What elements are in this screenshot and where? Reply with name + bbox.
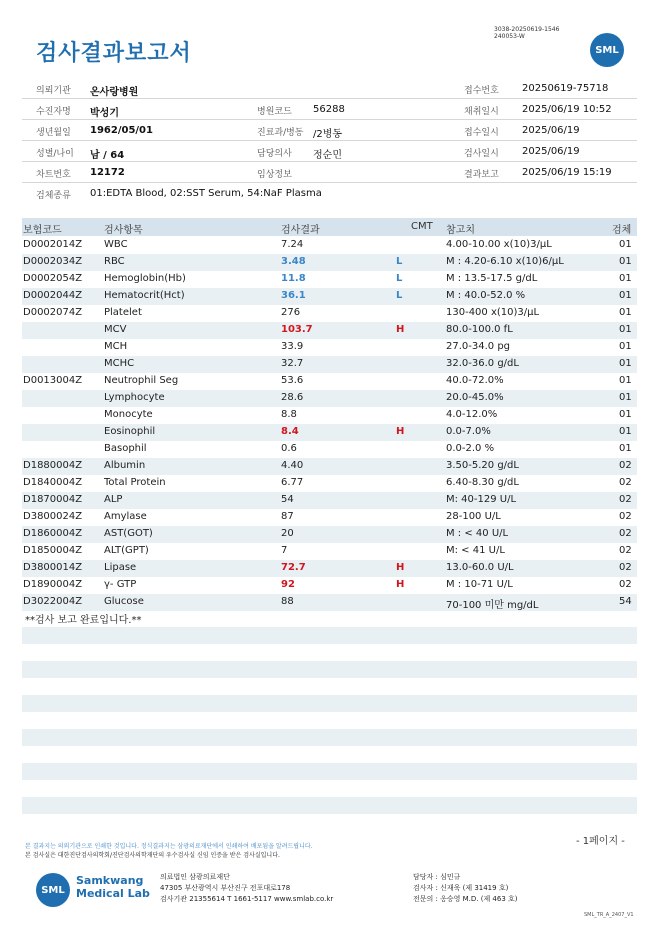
- cell-flag: H: [396, 324, 405, 335]
- cell-ref: M : 4.20-6.10 x(10)6/μL: [446, 256, 564, 267]
- cell-result: 20: [281, 528, 294, 539]
- cell-spec: 01: [619, 443, 632, 454]
- cell-name: Hemoglobin(Hb): [104, 273, 186, 284]
- cell-name: WBC: [104, 239, 128, 250]
- cell-spec: 02: [619, 579, 632, 590]
- cell-name: Hematocrit(Hct): [104, 290, 185, 301]
- cell-result: 72.7: [281, 562, 306, 573]
- table-row: [22, 356, 637, 373]
- cell-ref: M : 13.5-17.5 g/dL: [446, 273, 538, 284]
- cell-spec: 01: [619, 375, 632, 386]
- cell-result: 54: [281, 494, 294, 505]
- page-number: - 1페이지 -: [576, 836, 625, 847]
- sex-age: 남 / 64: [90, 150, 125, 161]
- cell-name: Neutrophil Seg: [104, 375, 179, 386]
- cell-ref: 4.00-10.00 x(10)3/μL: [446, 239, 552, 250]
- cell-flag: H: [396, 579, 405, 590]
- cell-ref: M: < 41 U/L: [446, 545, 505, 556]
- cell-result: 92: [281, 579, 295, 590]
- cell-spec: 01: [619, 324, 632, 335]
- cell-ref: 20.0-45.0%: [446, 392, 504, 403]
- report-complete-message: **검사 보고 완료입니다.**: [25, 615, 142, 626]
- cell-flag: L: [396, 256, 403, 267]
- cell-code: D1880004Z: [23, 460, 83, 471]
- cell-result: 7.24: [281, 239, 304, 250]
- table-row: [22, 237, 637, 254]
- form-code: SML_TR_A_2407_V1: [584, 912, 634, 918]
- table-row: [22, 577, 637, 594]
- cell-flag: H: [396, 562, 405, 573]
- cell-spec: 02: [619, 528, 632, 539]
- report-datetime: 2025/06/19 15:19: [522, 167, 612, 178]
- cell-spec: 01: [619, 273, 632, 284]
- table-row: [22, 509, 637, 526]
- hospital-code: 56288: [313, 104, 345, 115]
- cell-spec: 54: [619, 596, 632, 607]
- table-row: [22, 543, 637, 560]
- cell-result: 8.8: [281, 409, 297, 420]
- cell-name: Albumin: [104, 460, 146, 471]
- receipt-number: 20250619-75718: [522, 83, 609, 94]
- hospital-name: 온사랑병원: [90, 87, 139, 98]
- blank-row: [22, 661, 637, 678]
- table-row: [22, 458, 637, 475]
- table-row: [22, 407, 637, 424]
- cell-spec: 02: [619, 562, 632, 573]
- info-row-dob: 생년월일 1962/05/01 진료과/병동 /2병동 접수일시 2025/06/19: [22, 120, 637, 141]
- cell-spec: 01: [619, 290, 632, 301]
- table-row: [22, 560, 637, 577]
- cell-ref: 80.0-100.0 fL: [446, 324, 513, 335]
- staff-signatures: 담당자 : 심민규 검사자 : 신재욱 (제 31419 호) 전문의 : 옹승영 M.D. (제 463 호): [413, 873, 518, 903]
- cell-name: γ- GTP: [104, 579, 137, 590]
- table-row: [22, 305, 637, 322]
- cell-name: ALT(GPT): [104, 545, 149, 556]
- cell-spec: 02: [619, 511, 632, 522]
- cell-name: MCHC: [104, 358, 135, 369]
- table-row: [22, 492, 637, 509]
- table-row: [22, 390, 637, 407]
- test-date: 2025/06/19: [522, 146, 580, 157]
- cell-name: Basophil: [104, 443, 147, 454]
- cell-code: D0002074Z: [23, 307, 83, 318]
- table-row: [22, 254, 637, 271]
- cell-ref: 6.40-8.30 g/dL: [446, 477, 519, 488]
- cell-code: D1890004Z: [23, 579, 83, 590]
- cell-ref: M : 10-71 U/L: [446, 579, 513, 590]
- cell-ref: 28-100 U/L: [446, 511, 501, 522]
- table-row: [22, 271, 637, 288]
- cell-spec: 01: [619, 256, 632, 267]
- cell-name: AST(GOT): [104, 528, 153, 539]
- table-row: [22, 441, 637, 458]
- cell-flag: L: [396, 290, 403, 301]
- cell-result: 11.8: [281, 273, 306, 284]
- info-row-sex: 성별/나이 남 / 64 담당의사 정순민 검사일시 2025/06/19: [22, 141, 637, 162]
- cell-ref: 130-400 x(10)3/μL: [446, 307, 540, 318]
- blank-row: [22, 763, 637, 780]
- report-title: 검사결과보고서: [36, 41, 192, 66]
- date-of-birth: 1962/05/01: [90, 125, 153, 136]
- cell-spec: 02: [619, 545, 632, 556]
- blank-row: [22, 627, 637, 644]
- cell-spec: 01: [619, 426, 632, 437]
- cell-ref: 70-100 미만 mg/dL: [446, 600, 539, 611]
- cell-name: MCH: [104, 341, 128, 352]
- cell-code: D0013004Z: [23, 375, 83, 386]
- cell-name: Total Protein: [104, 477, 166, 488]
- cell-spec: 02: [619, 460, 632, 471]
- cell-ref: 4.0-12.0%: [446, 409, 498, 420]
- cell-ref: 40.0-72.0%: [446, 375, 504, 386]
- table-row: [22, 424, 637, 441]
- footer-accreditation-note: 본 검사실은 대한진단검사의학회/진단검사의학재단의 우수검사실 신임 인증을 받은 검사실입니다.: [25, 852, 280, 859]
- cell-result: 6.77: [281, 477, 304, 488]
- cell-name: Amylase: [104, 511, 147, 522]
- table-row: [22, 339, 637, 356]
- sml-footer-logo-icon: SML: [36, 873, 70, 907]
- info-row-chart: 차트번호 12172 임상정보 결과보고 2025/06/19 15:19: [22, 162, 637, 183]
- cell-ref: 0.0-2.0 %: [446, 443, 495, 454]
- cell-result: 87: [281, 511, 294, 522]
- cell-result: 7: [281, 545, 288, 556]
- cell-name: Eosinophil: [104, 426, 156, 437]
- cell-spec: 02: [619, 477, 632, 488]
- blank-row: [22, 695, 637, 712]
- cell-spec: 01: [619, 358, 632, 369]
- cell-result: 33.9: [281, 341, 304, 352]
- cell-ref: 13.0-60.0 U/L: [446, 562, 514, 573]
- cell-code: D0002054Z: [23, 273, 83, 284]
- patient-name: 박성기: [90, 108, 119, 119]
- cell-name: MCV: [104, 324, 127, 335]
- receipt-date: 2025/06/19: [522, 125, 580, 136]
- table-row: [22, 594, 637, 611]
- cell-code: D0002014Z: [23, 239, 83, 250]
- cell-code: D1870004Z: [23, 494, 83, 505]
- doctor-name: 정순민: [313, 150, 342, 161]
- cell-result: 4.40: [281, 460, 304, 471]
- cell-name: Platelet: [104, 307, 142, 318]
- company-name: Samkwang Medical Lab: [76, 874, 150, 900]
- table-row: [22, 288, 637, 305]
- cell-spec: 01: [619, 239, 632, 250]
- cell-ref: 0.0-7.0%: [446, 426, 491, 437]
- cell-code: D1850004Z: [23, 545, 83, 556]
- cell-result: 32.7: [281, 358, 304, 369]
- info-row-patient: 수진자명 박성기 병원코드 56288 채취일시 2025/06/19 10:52: [22, 99, 637, 120]
- cell-ref: 27.0-34.0 pg: [446, 341, 511, 352]
- cell-name: Lipase: [104, 562, 137, 573]
- cell-spec: 02: [619, 494, 632, 505]
- cell-name: Monocyte: [104, 409, 153, 420]
- cell-ref: M: 40-129 U/L: [446, 494, 517, 505]
- cell-spec: 01: [619, 392, 632, 403]
- cell-code: D3800024Z: [23, 511, 83, 522]
- company-address: 의료법인 삼광의료재단 47305 부산광역시 부산진구 전포대로178 검사기관 21355614 T 1661-5117 www.smlab.co.kr: [160, 873, 334, 903]
- cell-spec: 01: [619, 409, 632, 420]
- cell-code: D0002034Z: [23, 256, 83, 267]
- cell-spec: 01: [619, 341, 632, 352]
- cell-ref: M : 40.0-52.0 %: [446, 290, 526, 301]
- cell-result: 88: [281, 596, 294, 607]
- results-table-header: 보험코드 검사항목 검사결과 CMT 참고치 검체: [22, 218, 637, 236]
- cell-code: D0002044Z: [23, 290, 83, 301]
- blank-row: [22, 797, 637, 814]
- cell-ref: M : < 40 U/L: [446, 528, 509, 539]
- cell-code: D1860004Z: [23, 528, 83, 539]
- cell-name: ALP: [104, 494, 123, 505]
- info-row-hospital: 의뢰기관 온사랑병원 접수번호 20250619-75718: [22, 78, 637, 99]
- cell-flag: H: [396, 426, 405, 437]
- collect-datetime: 2025/06/19 10:52: [522, 104, 612, 115]
- table-row: [22, 475, 637, 492]
- cell-ref: 32.0-36.0 g/dL: [446, 358, 519, 369]
- cell-code: D3022004Z: [23, 596, 83, 607]
- sml-logo-icon: SML: [590, 33, 624, 67]
- cell-ref: 3.50-5.20 g/dL: [446, 460, 519, 471]
- specimen-types: 01:EDTA Blood, 02:SST Serum, 54:NaF Plasma: [90, 188, 322, 199]
- cell-result: 0.6: [281, 443, 297, 454]
- cell-result: 3.48: [281, 256, 306, 267]
- table-row: [22, 373, 637, 390]
- cell-result: 103.7: [281, 324, 313, 335]
- info-row-specimen: 검체종류 01:EDTA Blood, 02:SST Serum, 54:NaF Plasma: [36, 188, 322, 201]
- cell-result: 28.6: [281, 392, 304, 403]
- table-row: [22, 526, 637, 543]
- cell-result: 36.1: [281, 290, 306, 301]
- cell-code: D1840004Z: [23, 477, 83, 488]
- footer-note: 본 결과지는 의뢰기관으로 인쇄한 것입니다. 정식결과지는 삼광의료재단에서 인쇄하여 배포됨을 알려드립니다.: [25, 843, 313, 850]
- document-id: 3038-20250619-1546 240053-W: [494, 26, 560, 40]
- cell-result: 8.4: [281, 426, 299, 437]
- cell-name: Glucose: [104, 596, 144, 607]
- cell-result: 53.6: [281, 375, 304, 386]
- cell-name: RBC: [104, 256, 125, 267]
- cell-spec: 01: [619, 307, 632, 318]
- table-row: [22, 322, 637, 339]
- cell-result: 276: [281, 307, 301, 318]
- chart-number: 12172: [90, 167, 125, 178]
- cell-name: Lymphocyte: [104, 392, 165, 403]
- cell-flag: L: [396, 273, 403, 284]
- department: /2병동: [313, 129, 343, 140]
- cell-code: D3800014Z: [23, 562, 83, 573]
- blank-row: [22, 729, 637, 746]
